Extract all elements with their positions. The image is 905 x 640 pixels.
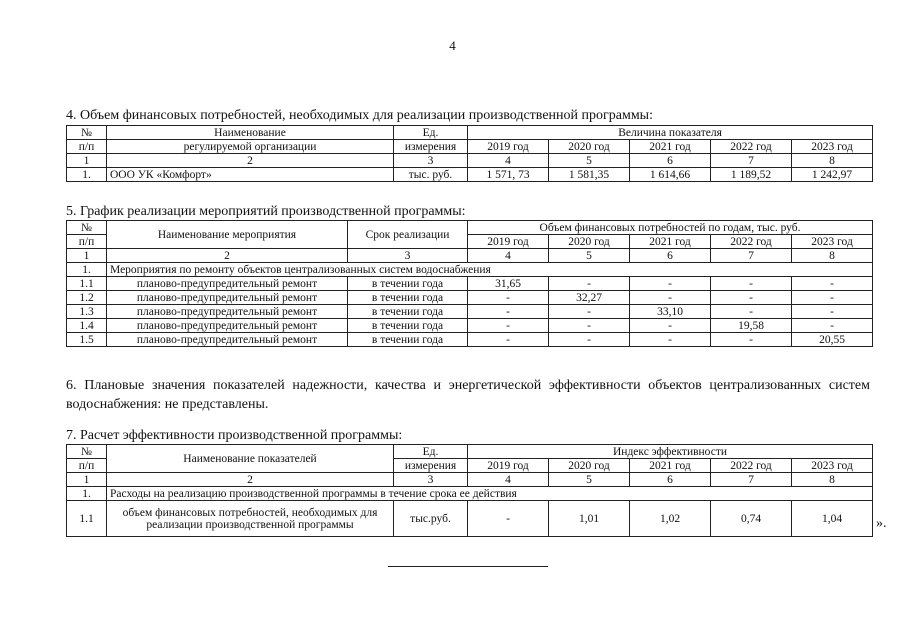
year-header: 2021 год [630, 459, 711, 473]
column-number: 6 [630, 249, 711, 263]
section-5-heading: 5. График реализации мероприятий производственной программы: [66, 204, 466, 219]
column-number: 5 [549, 473, 630, 487]
term-cell: в течении года [348, 277, 468, 291]
value-cell: - [630, 333, 711, 347]
year-header: 2022 год [711, 235, 792, 249]
value-cell: - [468, 319, 549, 333]
table-row [67, 168, 873, 182]
table-financial-needs [66, 125, 873, 182]
year-header: 2023 год [792, 235, 873, 249]
column-number: 7 [711, 249, 792, 263]
value-cell: 1,01 [549, 501, 630, 537]
year-header: 2022 год [711, 459, 792, 473]
header-indicator-name: Наименование показателей [107, 445, 394, 473]
column-number: 3 [348, 249, 468, 263]
value-cell: - [711, 305, 792, 319]
table-schedule [66, 220, 873, 347]
column-number: 8 [792, 154, 873, 168]
value-cell: - [468, 291, 549, 305]
column-number: 1 [67, 249, 107, 263]
header-no-line2: п/п [67, 140, 107, 154]
year-header: 2019 год [468, 459, 549, 473]
section-4-heading: 4. Объем финансовых потребностей, необходимых для реализации производственной программы: [66, 108, 653, 123]
row-no: 1. [67, 168, 107, 182]
value-cell: - [468, 305, 549, 319]
value-cell: 1 189,52 [711, 168, 792, 182]
term-cell: в течении года [348, 305, 468, 319]
term-cell: в течении года [348, 319, 468, 333]
value-cell: - [711, 291, 792, 305]
value-cell: 1 571, 73 [468, 168, 549, 182]
year-header: 2020 год [549, 235, 630, 249]
header-no-line1: № [67, 126, 107, 140]
table-row [67, 501, 873, 537]
activity-name: планово-предупредительный ремонт [107, 305, 348, 319]
column-number: 1 [67, 154, 107, 168]
value-cell: 33,10 [630, 305, 711, 319]
section-row [67, 263, 873, 277]
section-no: 1. [67, 263, 107, 277]
row-no: 1.1 [67, 277, 107, 291]
value-cell: 1 614,66 [630, 168, 711, 182]
value-cell: 32,27 [549, 291, 630, 305]
table-row [67, 319, 873, 333]
section-6-paragraph: 6. Плановые значения показателей надежности, качества и энергетической эффективности объектов централизованных систем водоснабжения: не представлены. [66, 378, 870, 412]
header-name-line1: Наименование [107, 126, 394, 140]
closing-quote: ». [876, 516, 887, 531]
unit-cell: тыс. руб. [394, 168, 468, 182]
column-number: 6 [630, 473, 711, 487]
term-cell: в течении года [348, 333, 468, 347]
year-header: 2019 год [468, 235, 549, 249]
header-unit-line1: Ед. [394, 126, 468, 140]
value-cell: - [630, 291, 711, 305]
footer-separator-line [388, 566, 548, 567]
header-no-line1: № [67, 221, 107, 235]
organization-name: ООО УК «Комфорт» [107, 168, 394, 182]
header-no-line2: п/п [67, 459, 107, 473]
header-unit-line1: Ед. [394, 445, 468, 459]
unit-cell: тыс.руб. [394, 501, 468, 537]
value-cell: - [711, 333, 792, 347]
row-no: 1.1 [67, 501, 107, 537]
value-cell: - [630, 277, 711, 291]
value-cell: - [630, 319, 711, 333]
activity-name: планово-предупредительный ремонт [107, 319, 348, 333]
year-header: 2023 год [792, 459, 873, 473]
column-number: 3 [394, 473, 468, 487]
column-number: 2 [107, 249, 348, 263]
indicator-name: объем финансовых потребностей, необходимых для реализации производственной программы [107, 501, 394, 537]
value-cell: 1,04 [792, 501, 873, 537]
value-cell: 31,65 [468, 277, 549, 291]
year-header: 2022 год [711, 140, 792, 154]
value-cell: 1,02 [630, 501, 711, 537]
value-cell: 19,58 [711, 319, 792, 333]
table-row [67, 277, 873, 291]
column-number: 1 [67, 473, 107, 487]
table-row [67, 333, 873, 347]
column-number: 4 [468, 473, 549, 487]
header-efficiency-group: Индекс эффективности [468, 445, 873, 459]
column-number: 8 [792, 249, 873, 263]
page-number: 4 [449, 38, 456, 53]
year-header: 2020 год [549, 459, 630, 473]
table-row [67, 305, 873, 319]
column-number: 7 [711, 473, 792, 487]
column-number: 7 [711, 154, 792, 168]
section-title: Расходы на реализацию производственной программы в течение срока ее действия [107, 487, 873, 501]
header-no-line1: № [67, 445, 107, 459]
column-number: 3 [394, 154, 468, 168]
value-cell: 0,74 [711, 501, 792, 537]
header-no-line2: п/п [67, 235, 107, 249]
value-cell: 1 242,97 [792, 168, 873, 182]
value-cell: - [792, 277, 873, 291]
year-header: 2021 год [630, 235, 711, 249]
column-number: 6 [630, 154, 711, 168]
value-cell: - [711, 277, 792, 291]
column-number: 4 [468, 154, 549, 168]
row-no: 1.4 [67, 319, 107, 333]
activity-name: планово-предупредительный ремонт [107, 291, 348, 305]
header-indicator-group: Величина показателя [468, 126, 873, 140]
row-no: 1.2 [67, 291, 107, 305]
value-cell: 20,55 [792, 333, 873, 347]
header-name-line2: регулируемой организации [107, 140, 394, 154]
value-cell: - [549, 305, 630, 319]
value-cell: - [549, 333, 630, 347]
value-cell: - [792, 319, 873, 333]
header-term: Срок реализации [348, 221, 468, 249]
section-row [67, 487, 873, 501]
header-unit-line2: измерения [394, 459, 468, 473]
term-cell: в течении года [348, 291, 468, 305]
year-header: 2023 год [792, 140, 873, 154]
header-financial-group: Объем финансовых потребностей по годам, тыс. руб. [468, 221, 873, 235]
column-number: 4 [468, 249, 549, 263]
value-cell: - [549, 319, 630, 333]
year-header: 2020 год [549, 140, 630, 154]
year-header: 2021 год [630, 140, 711, 154]
section-title: Мероприятия по ремонту объектов централизованных систем водоснабжения [107, 263, 873, 277]
value-cell: - [792, 291, 873, 305]
activity-name: планово-предупредительный ремонт [107, 333, 348, 347]
column-number: 5 [549, 154, 630, 168]
table-efficiency [66, 444, 873, 537]
column-number: 5 [549, 249, 630, 263]
value-cell: 1 581,35 [549, 168, 630, 182]
header-unit-line2: измерения [394, 140, 468, 154]
section-7-heading: 7. Расчет эффективности производственной программы: [66, 428, 403, 443]
column-number: 8 [792, 473, 873, 487]
value-cell: - [549, 277, 630, 291]
value-cell: - [468, 333, 549, 347]
column-number: 2 [107, 473, 394, 487]
value-cell: - [792, 305, 873, 319]
section-no: 1. [67, 487, 107, 501]
year-header: 2019 год [468, 140, 549, 154]
value-cell: - [468, 501, 549, 537]
row-no: 1.5 [67, 333, 107, 347]
column-number: 2 [107, 154, 394, 168]
table-row [67, 291, 873, 305]
header-activity-name: Наименование мероприятия [107, 221, 348, 249]
row-no: 1.3 [67, 305, 107, 319]
activity-name: планово-предупредительный ремонт [107, 277, 348, 291]
